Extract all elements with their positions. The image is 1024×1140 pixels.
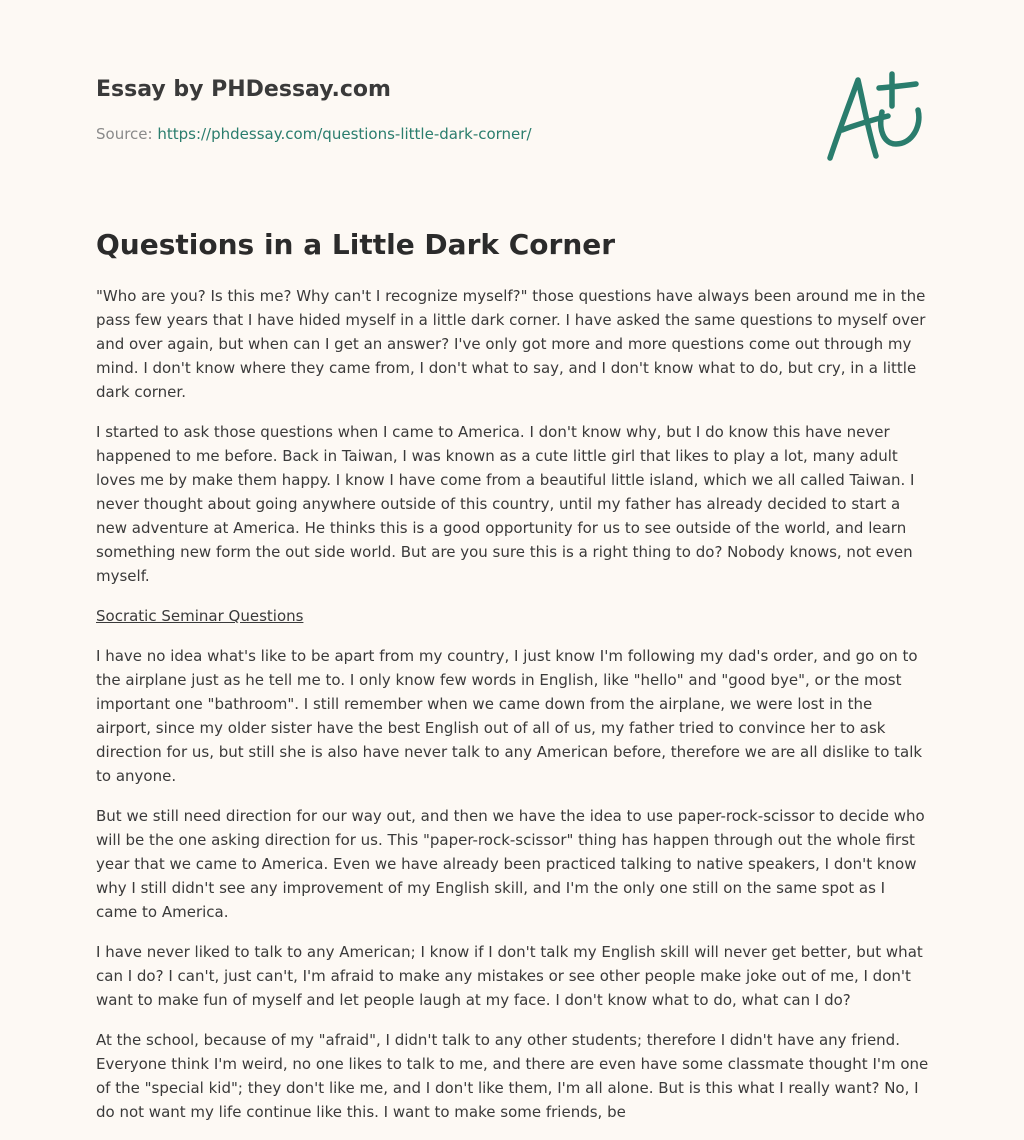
related-essay-link[interactable]: Socratic Seminar Questions bbox=[96, 607, 304, 625]
essay-paragraph: I started to ask those questions when I came to America. I don't know why, but I do know this have never happened to me before. Back in Taiwan, I was known as a cute little girl that likes to play a lot, many adult loves me by make them happy. I know I have come from a beautiful little island, which we all called Taiwan. I never thought about going anywhere outside of this country, until my father has already decided to start a new adventure at America. He thinks this is a good opportunity for us to see outside of the world, and learn something new form the out side world. But are you sure this is a right thing to do? Nobody knows, not even myself. bbox=[96, 423, 915, 585]
essay-paragraph: I have no idea what's like to be apart from my country, I just know I'm following my dad's order, and go on to the airplane just as he tell me to. I only know few words in English, like "hello" and "good bye", or the most important one "bathroom". I still remember when we came down from the airplane, we were lost in the airport, since my older sister have the best English out of all of us, my father tried to convince her to ask direction for us, but still she is also have never talk to any American before, therefore we are all dislike to talk to anyone. bbox=[96, 647, 923, 785]
essay-paragraph: I have never liked to talk to any American; I know if I don't talk my English skill will never get better, but what can I do? I can't, just can't, I'm afraid to make any mistakes or see other people make joke out of me, I don't want to make fun of myself and let people laugh at my face. I don't know what to do, what can I do? bbox=[96, 943, 923, 1009]
related-essay-link-row bbox=[96, 604, 930, 628]
site-title: Essay by PHDessay.com bbox=[96, 77, 391, 102]
source-label: Source: bbox=[96, 125, 158, 143]
a-plus-logo-icon bbox=[822, 66, 928, 166]
essay-body bbox=[96, 284, 930, 1140]
source-link[interactable]: https://phdessay.com/questions-little-dark-corner/ bbox=[157, 125, 532, 143]
essay-paragraph: "Who are you? Is this me? Why can't I recognize myself?" those questions have always been around me in the pass few years that I have hided myself in a little dark corner. I have asked the same questions to myself over and over again, but when can I get an answer? I've only got more and more questions come out through my mind. I don't know where they came from, I don't what to say, and I don't know what to do, but cry, in a little dark corner. bbox=[96, 287, 926, 401]
source-line bbox=[96, 124, 532, 144]
essay-paragraph: At the school, because of my "afraid", I didn't talk to any other students; therefore I didn't have any friend. Everyone think I'm weird, no one likes to talk to me, and there are even have some classmate thought I'm one of the "special kid"; they don't like me, and I don't like them, I'm all alone. But is this what I really want? No, I do not want my life continue like this. I want to make some friends, be bbox=[96, 1031, 929, 1121]
essay-paragraph: But we still need direction for our way out, and then we have the idea to use paper-rock-scissor to decide who will be the one asking direction for us. This "paper-rock-scissor" thing has happen through out the whole first year that we came to America. Even we have already been practiced talking to native speakers, I don't know why I still didn't see any improvement of my English skill, and I'm the only one still on the same spot as I came to America. bbox=[96, 807, 925, 921]
essay-title: Questions in a Little Dark Corner bbox=[96, 228, 616, 261]
